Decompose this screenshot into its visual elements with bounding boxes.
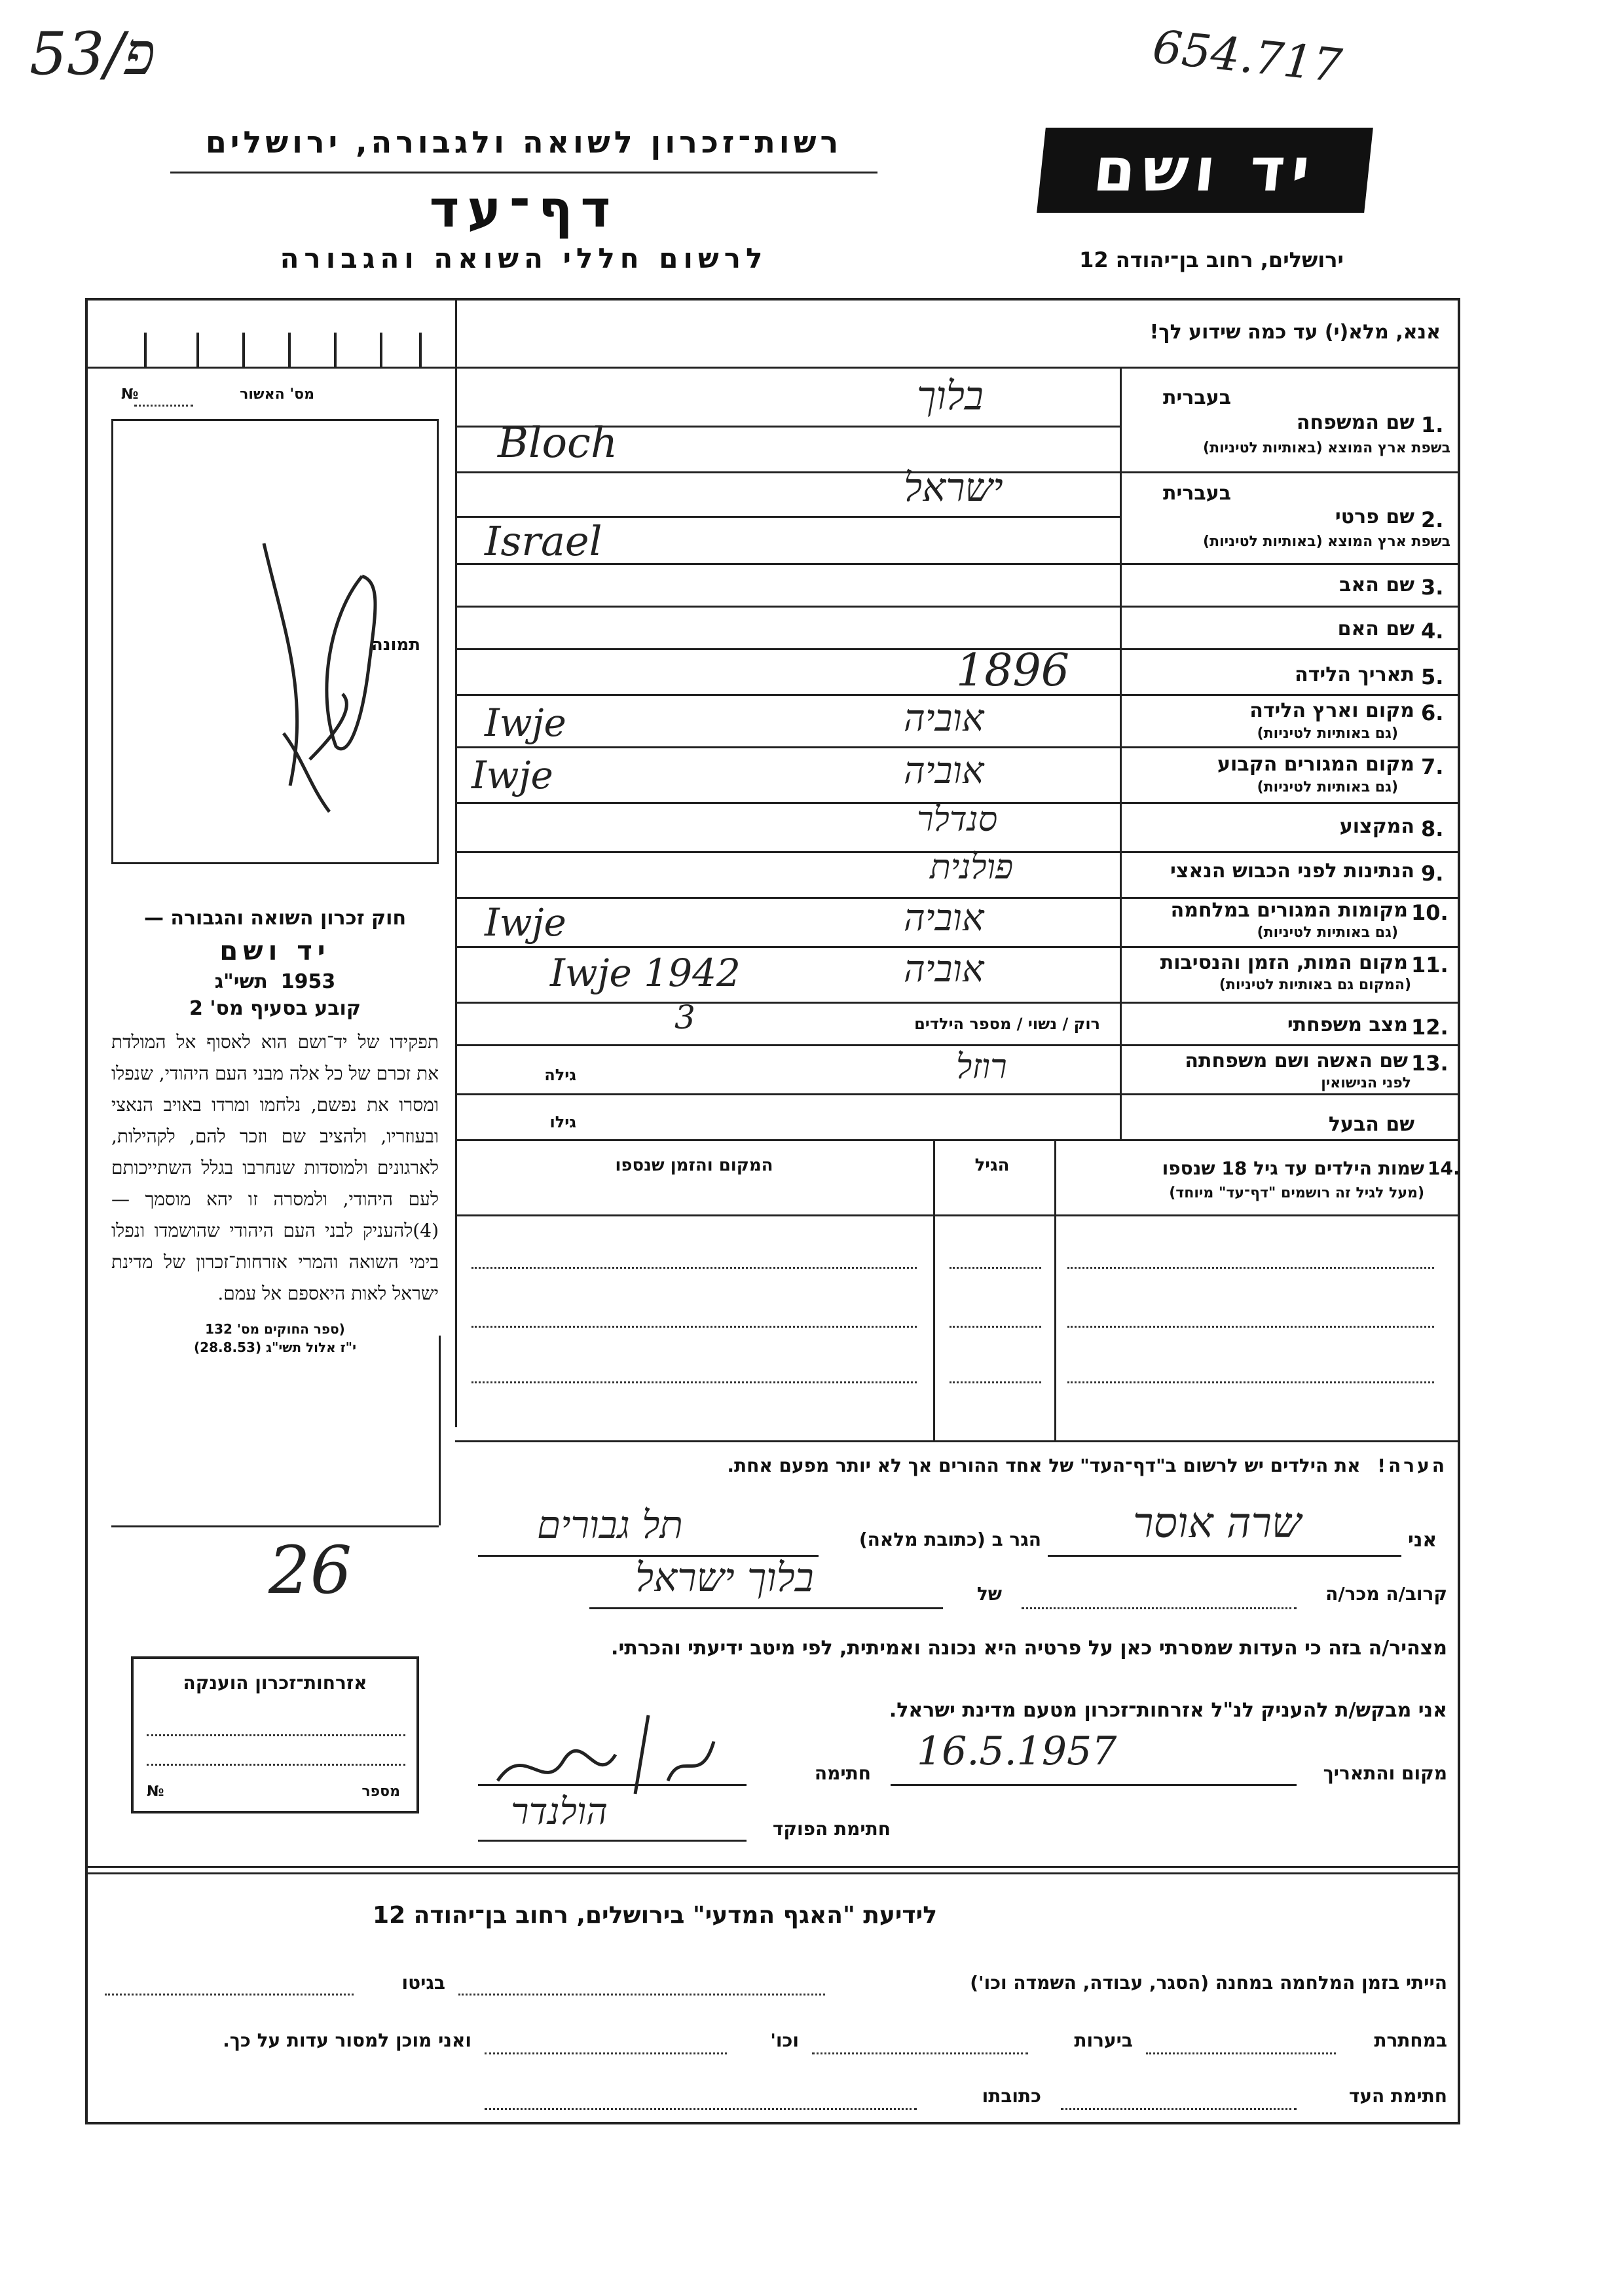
relative-of-value: בלוך ישראל — [635, 1555, 814, 1601]
field-10-sublabel: (גם באותיות לטיניות) — [1257, 924, 1398, 941]
bottom-etc-label: וכו' — [770, 2030, 799, 2051]
field-13-sublabel: לפני הנישואין — [1321, 1075, 1411, 1091]
field-13-value: רוזל — [956, 1048, 1007, 1087]
margin-note-top-right: 654.717 — [1150, 20, 1344, 93]
yad-vashem-logo: יד ושם — [1037, 128, 1373, 213]
witness-signature-label: חתימת העד — [1348, 2085, 1447, 2107]
field-8-value: סנדלר — [917, 800, 998, 839]
law-year-heb: תשי"ג — [214, 970, 268, 993]
instruction: אנא, מלא(י) עד כמה שידוע לך! — [1149, 321, 1441, 344]
field-13-number: 13. — [1411, 1051, 1449, 1076]
field-6-number: 6. — [1421, 701, 1444, 725]
field-13-label: שם האשה ושם משפחתה — [1185, 1049, 1408, 1072]
law-text: תפקידו של יד־ושם הוא לאסוף אל המולדת את זכרם של כל אלה מבני העם היהודי, שנפלו ומסרו את נפשם, נלחמו ומרדו באויב הנאצי ובעוזריו, ולהציב שם וזכר להם, לקהילות, לארגונים ולמוסדות שנחרבו בגלל השתייכותם לעם היהודי, ולמסרה זו יהא מוסמך — (4)להעניק לבני העם היהודי שהושמדו ונפלו בימי השואה והמרי אזרחות־זכרון של מדינת ישראל לאות היאספם אל עמם. — [111, 1031, 439, 1304]
field-1-value-hebrew: בלוך — [917, 373, 984, 419]
memorial-citizenship-stamp — [131, 1656, 419, 1813]
field-7-value-latin: Iwje — [471, 753, 553, 797]
field-1-value-latin: Bloch — [498, 419, 618, 467]
field-4-label: שם האם — [1337, 617, 1414, 640]
hebrew-label-2: בעברית — [1163, 482, 1231, 505]
official-signature-label: חתימת הפוקד — [772, 1818, 891, 1840]
field-12-label: מצב משפחתי — [1287, 1013, 1408, 1036]
field-5-label: תאריך הלידה — [1295, 663, 1414, 686]
husband-age-label: גילו — [549, 1113, 576, 1131]
law-year: 1953 — [280, 970, 336, 993]
field-2-sublabel: בשפת ארץ המוצא (באותיות לטיניות) — [1203, 534, 1450, 550]
citizenship-request: אני מבקש/ת להעניק לנ"ל אזרחות־זכרון מטעם מדינת ישראל. — [889, 1699, 1447, 1722]
field-10-value-hebrew: אוביה — [904, 897, 984, 939]
law-section: קובע בסעיף מס' 2 — [189, 997, 361, 1020]
field-12-number: 12. — [1411, 1015, 1449, 1040]
field-11-label: מקום המות, הזמן והנסיבות — [1160, 951, 1408, 974]
official-signature-value: הולנדר — [511, 1791, 608, 1833]
field-6-value-hebrew: אוביה — [904, 697, 984, 740]
field-7-value-hebrew: אוביה — [904, 750, 984, 792]
resides-label: הגר ב (כתובת מלאה) — [858, 1529, 1041, 1550]
field-4-number: 4. — [1421, 619, 1444, 644]
field-1-label: שם המשפחה — [1296, 411, 1414, 434]
of-label: של — [976, 1583, 1002, 1605]
children-label: שמות הילדים עד גיל 18 שנספו — [1162, 1157, 1424, 1179]
bottom-underground-label: במחתרת — [1374, 2030, 1447, 2051]
field-8-label: המקצוע — [1339, 815, 1414, 838]
field-7-sublabel: (גם באותיות לטיניות) — [1257, 779, 1398, 795]
field-9-number: 9. — [1421, 861, 1444, 886]
field-1-number: 1. — [1421, 412, 1444, 437]
field-10-number: 10. — [1411, 900, 1449, 925]
field-3-number: 3. — [1421, 575, 1444, 600]
field-2-value-latin: Israel — [485, 517, 602, 565]
field-6-sublabel: (גם באותיות לטיניות) — [1257, 725, 1398, 742]
law-ref-2: י"ז אלול תשי"ג (28.8.53) — [194, 1339, 356, 1355]
bottom-testimony-statement: ואני מוכן למסור עדות על כך. — [223, 2030, 471, 2051]
field-11-sublabel: (המקום גם באותיות לטיניות) — [1219, 977, 1411, 993]
date-value: 16.5.1957 — [917, 1728, 1117, 1774]
hebrew-label-1: בעברית — [1163, 386, 1231, 409]
law-title: חוק זכרון השואה והגבורה — — [143, 907, 407, 930]
bottom-title: לידיעת "האגף המדעי" בירושלים, רחוב בן־יהודה 12 — [373, 1902, 937, 1929]
field-6-value-latin: Iwje — [485, 701, 566, 745]
certificate-no-sign: № — [121, 386, 139, 403]
law-ref-1: (ספר החוקים מס' 132 — [205, 1321, 345, 1337]
declarant-label: אני — [1408, 1529, 1437, 1552]
declaration-statement: מצהיר/ה בזה כי העדות שמסרתי כאן על פרטיה היא נכונה ואמיתית, לפי מיטב ידיעתי והכרתי. — [611, 1637, 1447, 1660]
field-11-value-hebrew: אוביה — [904, 948, 984, 991]
husband-label: שם הבעל — [1328, 1113, 1414, 1136]
field-11-number: 11. — [1411, 953, 1449, 977]
children-sublabel: (מעל לגיל זה רושמים "דף־עד" מיוחד) — [1169, 1185, 1424, 1201]
law-name: יד ושם — [219, 936, 331, 966]
field-2-value-hebrew: ישראל — [904, 465, 1003, 511]
field-9-label: הנתינות לפני הכבוש הנאצי — [1170, 860, 1414, 883]
margin-note-top-left: 53/פ — [29, 20, 155, 88]
field-7-number: 7. — [1421, 754, 1444, 779]
children-place-column: המקום והזמן שנספו — [615, 1156, 773, 1175]
field-11-value-latin: Iwje 1942 — [550, 951, 741, 995]
children-age-column: הגיל — [974, 1156, 1010, 1175]
signature-label: חתימה — [814, 1762, 871, 1784]
field-2-number: 2. — [1421, 507, 1444, 532]
field-12-children-count: 3 — [674, 998, 695, 1036]
photo-signature-scribble — [113, 419, 441, 864]
witness-address-label: כתובתו — [982, 2085, 1041, 2107]
header-address: ירושלים, רחוב בן־יהודה 12 — [1079, 247, 1344, 272]
field-6-label: מקום וארץ הלידה — [1249, 699, 1414, 722]
stamp-title: אזרחות־זכרון הוענקה — [183, 1672, 367, 1694]
stamp-number-label: מספר — [361, 1783, 400, 1800]
form-title: דף־עד — [429, 180, 619, 239]
field-2-label: שם פרטי — [1335, 505, 1414, 528]
field-9-value: פולנית — [930, 848, 1014, 887]
authority-heading: רשות־זכרון לשואה ולגבורה, ירושלים — [205, 124, 843, 160]
note-label: הערה! — [1377, 1455, 1447, 1476]
declarant-name: שרה אוסר — [1133, 1499, 1302, 1548]
stamp-no-sign: № — [147, 1783, 164, 1800]
field-13-age-label: גילה — [544, 1066, 576, 1084]
field-10-label: מקומות המגורים במלחמה — [1170, 899, 1408, 922]
field-8-number: 8. — [1421, 816, 1444, 841]
place-date-label: מקום והתאריך — [1323, 1762, 1447, 1784]
law-panel — [111, 907, 439, 1391]
field-3-label: שם האב — [1339, 574, 1414, 596]
note-row — [471, 1455, 1447, 1476]
margin-number: 26 — [268, 1532, 352, 1609]
bottom-camp-line: הייתי בזמן המלחמה במחנה (הסגר, עבודה, השמדה וכו') — [970, 1972, 1447, 1994]
form-subtitle: לרשום חללי השואה והגבורה — [280, 242, 768, 274]
photo-box — [111, 419, 439, 864]
field-10-value-latin: Iwje — [485, 900, 566, 945]
certificate-no-label: מס' האשור — [240, 386, 314, 403]
field-7-label: מקום המגורים הקבוע — [1217, 753, 1414, 776]
field-1-sublabel: בשפת ארץ המוצא (באותיות לטיניות) — [1203, 440, 1450, 456]
bottom-ghetto-label: בגיטו — [401, 1972, 445, 1994]
bottom-forests-label: ביערות — [1074, 2030, 1133, 2051]
note-text: את הילדים יש לרשום ב"דף־העד" של אחד ההורים אך לא יותר מפעם אחת. — [727, 1455, 1361, 1476]
children-number: 14. — [1428, 1157, 1460, 1179]
field-5-value: 1896 — [956, 645, 1070, 697]
photo-label: תמונה — [371, 635, 420, 655]
field-12-options: רוק / נשוי / מספר הילדים — [914, 1015, 1100, 1033]
relative-label: קרוב/ה מכר/ה — [1325, 1583, 1447, 1605]
resides-value: תל גבורים — [537, 1503, 683, 1547]
field-5-number: 5. — [1421, 665, 1444, 689]
